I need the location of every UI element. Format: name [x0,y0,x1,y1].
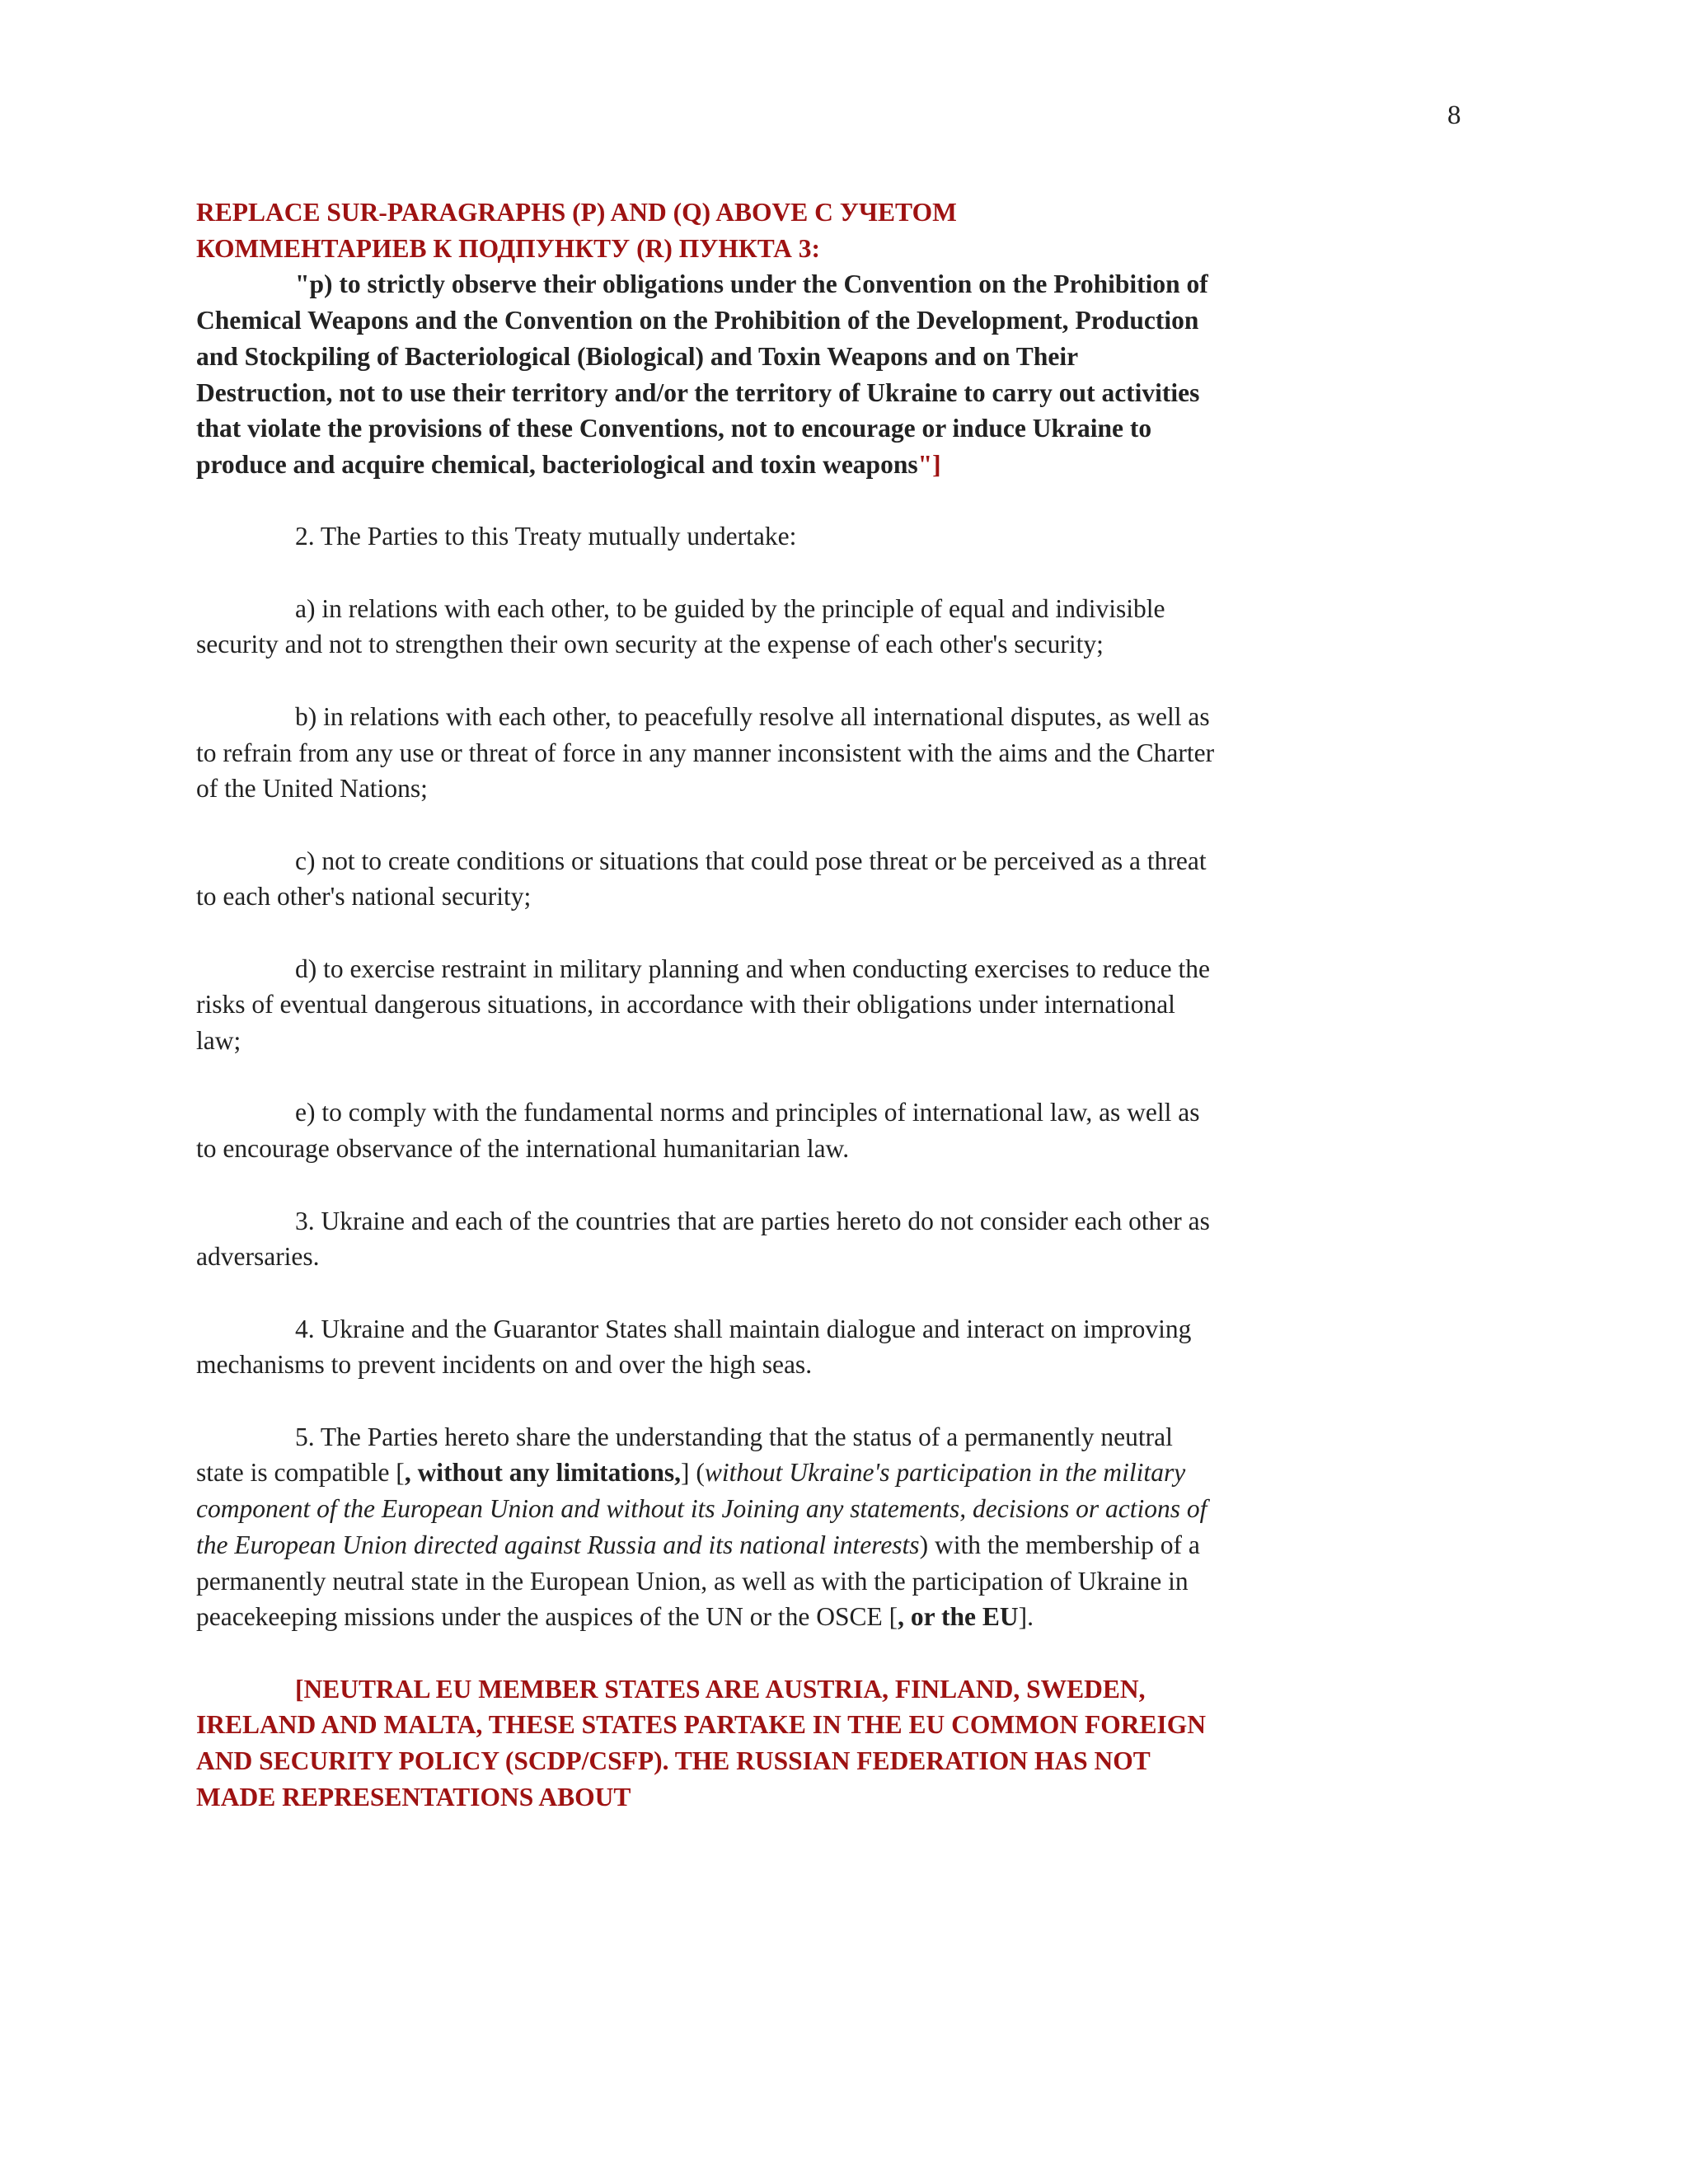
page-number: 8 [1447,101,1461,130]
paragraph-5-part-1: 5. The Parties hereto share the understanding that the status of a permanently neutral state is compatible [ [196,1422,1173,1488]
document-body [196,194,1218,1815]
subparagraph-e: e) to comply with the fundamental norms and principles of international law, as well as to encourage observance of the international humanitarian law. [196,1098,1200,1164]
paragraph-5-italic: without Ukraine's participation in the military component of the European Union and without its Joining any statements, decisions or actions of the European Union directed against Russia and its national interests [196,1458,1207,1559]
replacement-clause [196,266,1218,482]
paragraph-5-part-2: ] ( [680,1458,705,1488]
subparagraph-a: a) in relations with each other, to be guided by the principle of equal and indivisible security and not to strengthen their own security at the expense of each other's security; [196,593,1165,659]
paragraph-2: 2. The Parties to this Treaty mutually undertake: [295,522,797,551]
neutral-states-note: [NEUTRAL EU MEMBER STATES ARE AUSTRIA, FINLAND, SWEDEN, IRELAND AND MALTA, THESE STATES PARTAKE IN THE EU COMMON FOREIGN AND SECURITY POLICY (SCDP/CSFP). THE RUSSIAN FEDERATION HAS NOT MADE REPRESENTATIONS ABOUT [196,1674,1206,1811]
paragraph-5-bold-2: , or the EU [898,1602,1019,1632]
paragraph-5-part-4: ]. [1018,1602,1034,1632]
paragraph-5-bold-1: , without any limitations, [404,1458,681,1488]
replacement-clause-text: "p) to strictly observe their obligations under the Convention on the Prohibition of Chemical Weapons and the Convention on the Prohibition of the Development, Production and Stockpiling of Bacteriological (Biological) and Toxin Weapons and on Their Destruction, not to use their territory and/or the territory of Ukraine to carry out activities that violate the provisions of these Conventions, not to encourage or induce Ukraine to produce and acquire chemical, bacteriological and toxin weapons [196,269,1208,479]
paragraph-5 [196,1419,1218,1635]
heading-line-2: КОММЕНТАРИЕВ К ПОДПУНКТУ (R) ПУНКТА 3: [196,233,821,263]
section-heading [196,194,1218,266]
replacement-clause-closing: "] [917,449,941,479]
subparagraph-d: d) to exercise restraint in military planning and when conducting exercises to reduce the risks of eventual dangerous situations, in accordance with their obligations under international law; [196,954,1210,1056]
paragraph-5-part-3: ) with the membership of a permanently neutral state in the European Union, as well as with the participation of Ukraine in peacekeeping missions under the auspices of the UN or the OSCE [ [196,1530,1200,1632]
subparagraph-c: c) not to create conditions or situations that could pose threat or be perceived as a threat to each other's national security; [196,846,1207,912]
subparagraph-b: b) in relations with each other, to peacefully resolve all international disputes, as well as to refrain from any use or threat of force in any manner inconsistent with the aims and the Charter of the United Nations; [196,701,1215,804]
paragraph-3: 3. Ukraine and each of the countries that are parties hereto do not consider each other as adversaries. [196,1206,1210,1272]
paragraph-4: 4. Ukraine and the Guarantor States shall maintain dialogue and interact on improving mechanisms to prevent incidents on and over the high seas. [196,1314,1192,1380]
heading-line-1: REPLACE SUR-PARAGRAPHS (P) AND (Q) ABOVE С УЧЕТОМ [196,198,957,227]
